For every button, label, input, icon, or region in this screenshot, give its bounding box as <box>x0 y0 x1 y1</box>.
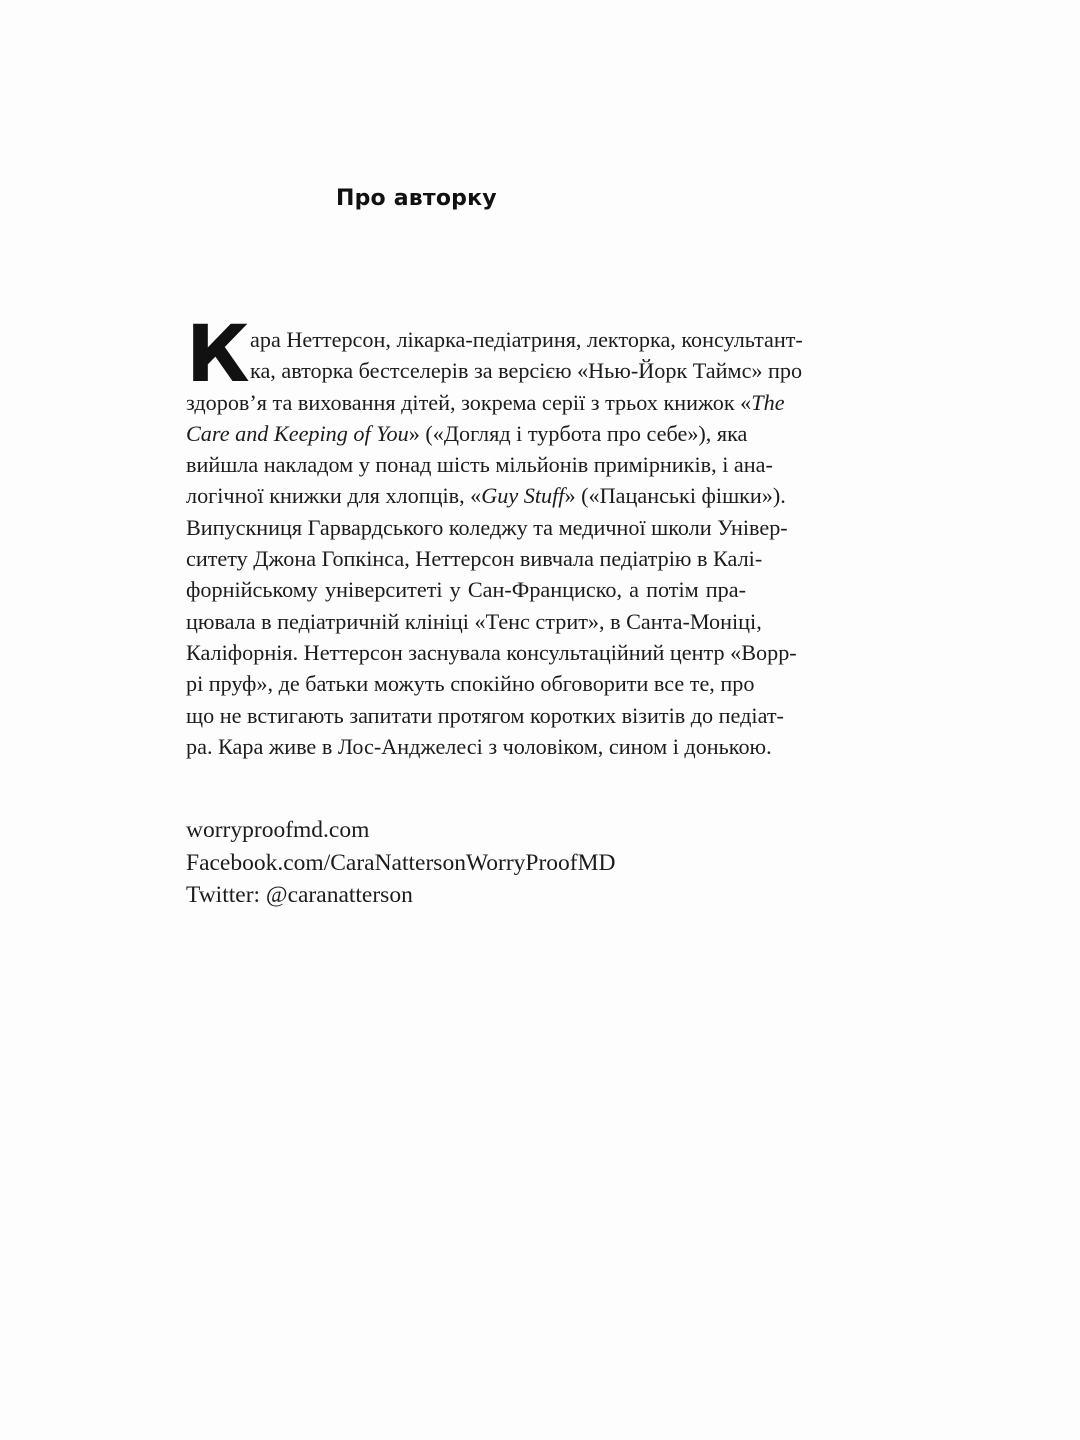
bio-line-11: Каліфорнія. Неттерсон заснувала консультаційний центр «Ворр- <box>186 639 797 665</box>
bio-line-4: Care and Keeping of You» («Догляд і турбота про себе»), яка <box>186 420 748 446</box>
author-biography <box>186 310 803 762</box>
section-heading: Про авторку <box>336 186 497 211</box>
website-link[interactable]: worryproofmd.com <box>186 817 370 843</box>
book-title-italic: The <box>751 389 785 415</box>
facebook-link[interactable]: Facebook.com/CaraNattersonWorryProofMD <box>186 849 616 876</box>
bio-line-5: вийшла накладом у понад шість мільйонів примірників, і ана- <box>186 452 773 478</box>
bio-line-7: Випускниця Гарвардського коледжу та медичної школи Універ- <box>186 514 788 540</box>
book-title-italic: Care and Keeping of You <box>186 420 409 446</box>
bio-line-1: ара Неттерсон, лікарка-педіатриня, лекторка, консультант- <box>250 327 803 352</box>
bio-line-9: форнійському університеті у Сан-Франциско, а потім пра- <box>186 577 746 603</box>
bio-line-10: цювала в педіатричній клініці «Тенс стрит», в Санта-Моніці, <box>186 608 762 634</box>
bio-line-8: ситету Джона Гопкінса, Неттерсон вивчала педіатрію в Калі- <box>186 546 763 572</box>
bio-line-14: ра. Кара живе в Лос-Анджелесі з чоловіком, сином і донькою. <box>186 733 772 759</box>
twitter-handle[interactable]: Twitter: @caranatterson <box>186 882 413 908</box>
bio-line-3: здоров’я та виховання дітей, зокрема серії з трьох книжок «The <box>186 389 785 415</box>
bio-line-2: ка, авторка бестселерів за версією «Нью-Йорк Таймс» про <box>250 358 803 384</box>
book-title-italic: Guy Stuff <box>481 483 565 509</box>
bio-line-13: що не встигають запитати протягом коротких візитів до педіат- <box>186 702 784 728</box>
author-contacts <box>186 814 615 912</box>
bio-line-12: рі пруф», де батьки можуть спокійно обговорити все те, про <box>186 671 755 697</box>
bio-line-6: логічної книжки для хлопців, «Guy Stuff» («Пацанські фішки»). <box>186 483 786 509</box>
drop-cap-letter: К <box>186 310 250 400</box>
